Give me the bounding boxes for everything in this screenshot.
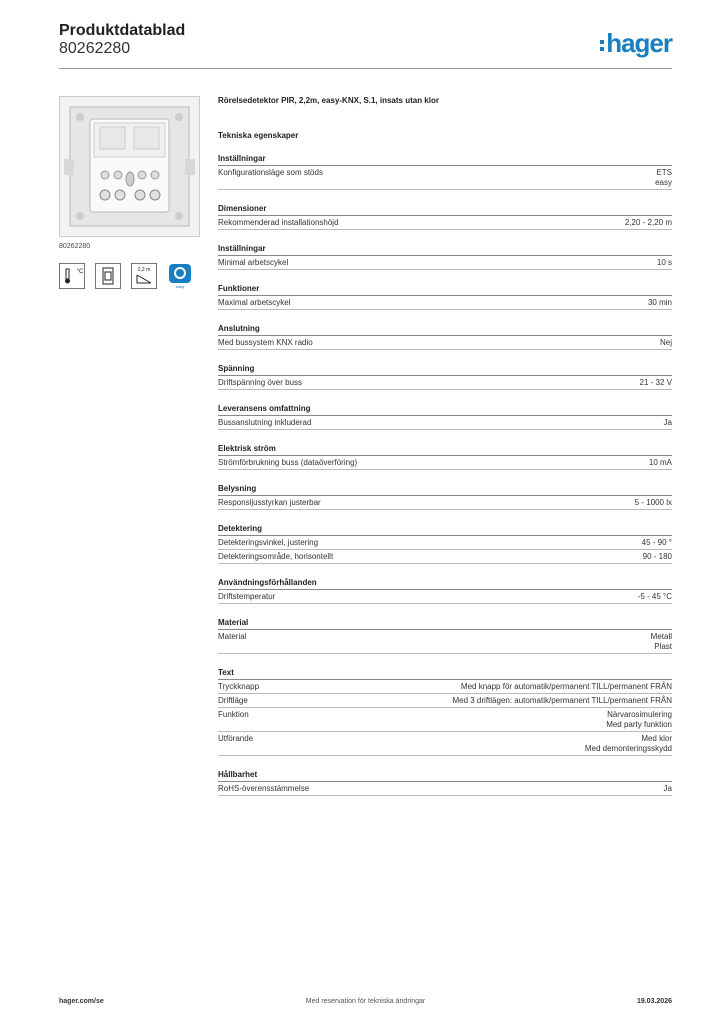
spec-row xyxy=(218,166,672,190)
section-title: Tekniska egenskaper xyxy=(218,131,299,140)
spec-label: Responsljusstyrkan justerbar xyxy=(218,498,321,507)
footer-disclaimer: Med reservation för tekniska ändringar xyxy=(305,998,426,1005)
spec-label: Med bussystem KNX radio xyxy=(218,338,313,347)
spec-value-line: Med klor xyxy=(641,734,672,743)
spec-value-line: 5 - 1000 lx xyxy=(634,498,672,507)
spec-value-line: 30 min xyxy=(647,298,672,307)
spec-row xyxy=(218,496,672,510)
spec-label: Strömförbrukning buss (dataöverföring) xyxy=(218,458,358,467)
spec-value-line: 90 - 180 xyxy=(642,552,672,561)
spec-value-line: 10 mA xyxy=(648,458,672,467)
spec-label: RoHS-överensstämmelse xyxy=(218,784,310,793)
spec-label: Material xyxy=(218,632,247,641)
spec-value xyxy=(452,696,672,706)
spec-row xyxy=(218,456,672,470)
spec-label: Detekteringsområde, horisontellt xyxy=(218,552,334,561)
spec-group xyxy=(218,284,672,310)
logo-text: hager xyxy=(606,28,672,58)
spec-value xyxy=(585,734,672,754)
spec-value xyxy=(664,784,672,794)
temperature-label: °C xyxy=(76,269,84,275)
product-photo xyxy=(59,96,200,237)
spec-value xyxy=(606,710,672,730)
spec-label: Detekteringsvinkel, justering xyxy=(218,538,319,547)
spec-value xyxy=(461,682,672,692)
spec-group-title: Spänning xyxy=(218,364,672,376)
spec-value-line: Med demonteringsskydd xyxy=(584,744,672,753)
spec-row xyxy=(218,680,672,694)
spec-row xyxy=(218,296,672,310)
spec-value-line: Ja xyxy=(663,784,672,793)
photo-caption: 80262280 xyxy=(59,243,91,250)
spec-group xyxy=(218,668,672,756)
spec-group-title: Elektrisk ström xyxy=(218,444,672,456)
logo-dots-icon xyxy=(600,37,604,54)
spec-label: Utförande xyxy=(218,734,254,743)
spec-group xyxy=(218,618,672,654)
page-title: Produktdatablad xyxy=(59,22,186,39)
spec-label: Driftstemperatur xyxy=(218,592,276,601)
spec-group-title: Hållbarhet xyxy=(218,770,672,782)
spec-group xyxy=(218,324,672,350)
spec-value xyxy=(655,168,672,188)
spec-value xyxy=(642,538,672,548)
spec-row xyxy=(218,376,672,390)
spec-group-title: Leveransens omfattning xyxy=(218,404,672,416)
spec-group-title: Material xyxy=(218,618,672,630)
spec-row xyxy=(218,256,672,270)
spec-value-line: Med party funktion xyxy=(606,720,672,729)
spec-value xyxy=(660,338,672,348)
spec-value xyxy=(664,418,672,428)
spec-value xyxy=(625,218,672,228)
spec-group-title: Dimensioner xyxy=(218,204,672,216)
spec-value-line: Metall xyxy=(650,632,672,641)
product-title: Rörelsedetektor PIR, 2,2m, easy-KNX, S.1, insats utan klor xyxy=(218,96,439,105)
spec-groups xyxy=(218,154,672,796)
spec-label: Maximal arbetscykel xyxy=(218,298,291,307)
spec-value xyxy=(648,298,672,308)
spec-value-line: Plast xyxy=(654,642,672,651)
spec-group xyxy=(218,770,672,796)
easy-icon xyxy=(167,263,193,289)
spec-value xyxy=(657,258,672,268)
spec-value xyxy=(643,552,672,562)
spec-group-title: Text xyxy=(218,668,672,680)
spec-row xyxy=(218,336,672,350)
spec-row xyxy=(218,416,672,430)
spec-value-line: Ja xyxy=(663,418,672,427)
range-icon xyxy=(131,263,157,289)
spec-group-title: Inställningar xyxy=(218,154,672,166)
spec-group xyxy=(218,404,672,430)
spec-value-line: 2,20 - 2,20 m xyxy=(624,218,672,227)
spec-row xyxy=(218,782,672,796)
spec-row xyxy=(218,708,672,732)
spec-group xyxy=(218,244,672,270)
spec-value-line: -5 - 45 °C xyxy=(637,592,672,601)
spec-value xyxy=(640,378,672,388)
spec-group xyxy=(218,484,672,510)
spec-label: Bussanslutning inkluderad xyxy=(218,418,312,427)
spec-group-title: Anslutning xyxy=(218,324,672,336)
header-divider xyxy=(59,68,672,69)
spec-row xyxy=(218,536,672,550)
footer-website[interactable]: hager.com/se xyxy=(59,998,104,1005)
brand-logo xyxy=(600,28,672,59)
spec-row xyxy=(218,550,672,564)
spec-value-line: ETS xyxy=(656,168,672,177)
spec-value xyxy=(649,458,672,468)
temperature-icon xyxy=(59,263,85,289)
spec-group-title: Inställningar xyxy=(218,244,672,256)
spec-group-title: Funktioner xyxy=(218,284,672,296)
svg-text:easy: easy xyxy=(175,284,185,289)
spec-row xyxy=(218,732,672,756)
spec-value-line: 21 - 32 V xyxy=(639,378,672,387)
spec-group xyxy=(218,444,672,470)
spec-row xyxy=(218,630,672,654)
feature-icons xyxy=(59,263,193,289)
spec-group-title: Detektering xyxy=(218,524,672,536)
product-number: 80262280 xyxy=(59,40,131,57)
spec-label: Rekommenderad installationshöjd xyxy=(218,218,339,227)
spec-value-line: 45 - 90 ° xyxy=(641,538,672,547)
spec-value-line: Närvarosimulering xyxy=(607,710,672,719)
spec-value-line: 10 s xyxy=(656,258,672,267)
spec-label: Driftläge xyxy=(218,696,248,705)
spec-value-line: Med knapp för automatik/permanent TILL/permanent FRÅN xyxy=(460,682,672,691)
spec-row xyxy=(218,216,672,230)
spec-group-title: Belysning xyxy=(218,484,672,496)
spec-label: Konfigurationsläge som stöds xyxy=(218,168,323,177)
range-label: 2,2 m xyxy=(137,267,151,273)
spec-value xyxy=(651,632,672,652)
spec-label: Driftspänning över buss xyxy=(218,378,303,387)
spec-label: Funktion xyxy=(218,710,249,719)
spec-label: Tryckknapp xyxy=(218,682,260,691)
spec-content xyxy=(218,96,672,796)
spec-value xyxy=(638,592,672,602)
footer-date: 19.03.2026 xyxy=(636,998,672,1005)
spec-group-title: Användningsförhållanden xyxy=(218,578,672,590)
spec-value-line: Nej xyxy=(659,338,672,347)
spec-group xyxy=(218,154,672,190)
spec-row xyxy=(218,694,672,708)
spec-group xyxy=(218,204,672,230)
spec-value-line: easy xyxy=(655,178,672,187)
spec-label: Minimal arbetscykel xyxy=(218,258,289,267)
spec-group xyxy=(218,524,672,564)
mounting-box-icon xyxy=(95,263,121,289)
spec-value-line: Med 3 driftlägen: automatik/permanent TILL/permanent FRÅN xyxy=(452,696,672,705)
spec-value xyxy=(635,498,672,508)
spec-group xyxy=(218,364,672,390)
spec-row xyxy=(218,590,672,604)
spec-group xyxy=(218,578,672,604)
